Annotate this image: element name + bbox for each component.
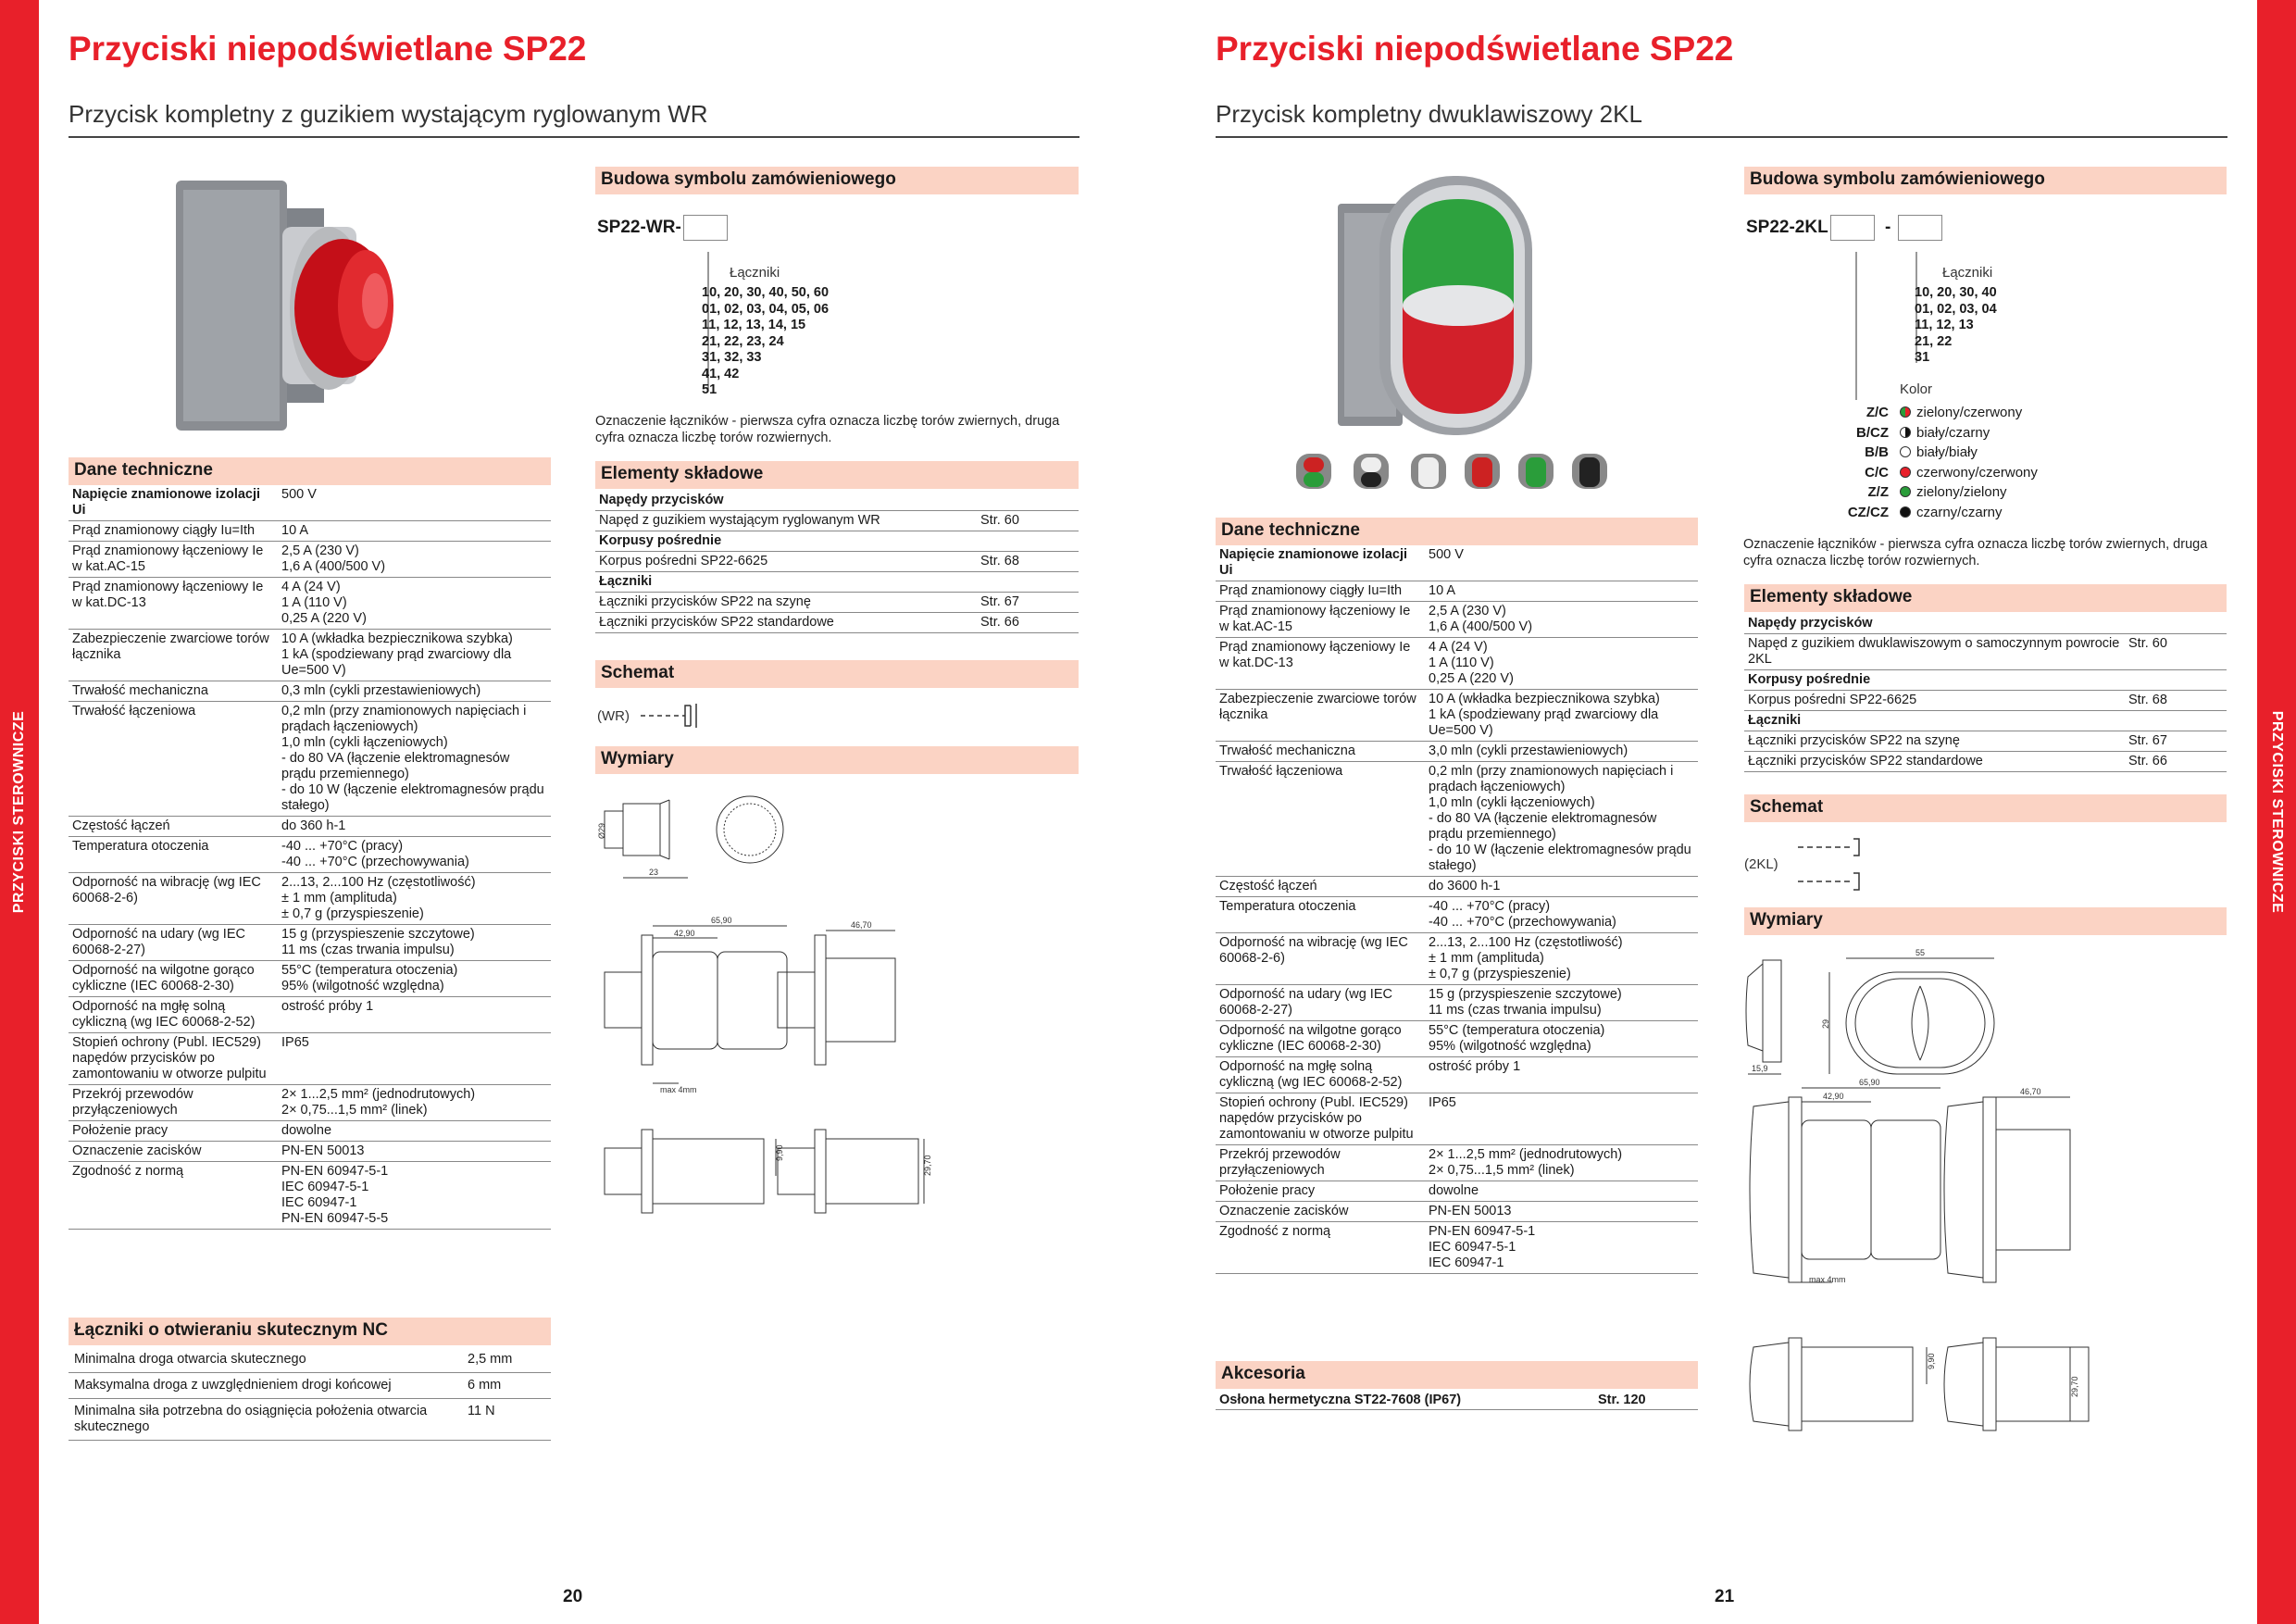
tech-row bbox=[69, 630, 551, 681]
tech-value: IP65 bbox=[1425, 1093, 1698, 1145]
switch-codes bbox=[1915, 285, 1997, 367]
switch-code: 51 bbox=[702, 382, 718, 397]
color-name: biały/czarny bbox=[1916, 424, 1990, 441]
dim-label: Ø29 bbox=[597, 822, 606, 839]
color-option bbox=[1833, 443, 2074, 463]
tech-value: 2...13, 2...100 Hz (częstotliwość) ± 1 mm (amplituda) ± 0,7 g (przyspieszenie) bbox=[278, 873, 551, 925]
page-number: 21 bbox=[1715, 1587, 1735, 1606]
tech-key: Odporność na wilgotne gorąco cykliczne (IEC 60068-2-30) bbox=[69, 961, 278, 997]
color-code: CZ/CZ bbox=[1847, 504, 1889, 520]
color-code: B/B bbox=[1865, 444, 1889, 460]
schemat-heading: Schemat bbox=[595, 660, 1079, 688]
schemat-symbol-2kl bbox=[1796, 833, 1870, 898]
tech-key: Położenie pracy bbox=[1216, 1181, 1425, 1202]
color-name: zielony/zielony bbox=[1916, 484, 2007, 500]
nc-value: 11 N bbox=[462, 1399, 551, 1441]
switch-code: 31 bbox=[1915, 350, 1930, 365]
tech-row bbox=[1216, 1202, 1698, 1222]
tech-key: Prąd znamionowy ciągły Iu=Ith bbox=[1216, 581, 1425, 602]
tech-value: dowolne bbox=[1425, 1181, 1698, 1202]
color-option bbox=[1833, 423, 2074, 443]
order-heading: Budowa symbolu zamówieniowego bbox=[1744, 167, 2227, 194]
color-label: Kolor bbox=[1900, 381, 1933, 397]
tech-value: 0,2 mln (przy znamionowych napięciach i prądach łączeniowych) 1,0 mln (cykli łączeniowych) - do 80 VA (łączenie elektromagnesów prądu przemiennego) - do 10 W (łączenie elektromagnesów prądu stałego) bbox=[1425, 762, 1698, 877]
color-name: zielony/czerwony bbox=[1916, 405, 2023, 420]
tech-key: Napięcie znamionowe izolacji Ui bbox=[69, 485, 278, 521]
tech-row bbox=[69, 578, 551, 630]
tech-key: Częstość łączeń bbox=[69, 817, 278, 837]
color-dot-icon bbox=[1900, 406, 1911, 418]
element-name: Łączniki przycisków SP22 na szynę bbox=[1744, 731, 2125, 752]
tech-row bbox=[1216, 762, 1698, 877]
element-page-link[interactable]: Str. 68 bbox=[977, 552, 1079, 572]
tech-value: 0,2 mln (przy znamionowych napięciach i prądach łączeniowych) 1,0 mln (cykli łączeniowych) - do 80 VA (łączenie elektromagnesów prądu przemiennego) - do 10 W (łączenie elektromagnesów prądu stałego) bbox=[278, 702, 551, 817]
tech-key: Częstość łączeń bbox=[1216, 877, 1425, 897]
color-code: B/CZ bbox=[1856, 424, 1889, 441]
nc-value: 6 mm bbox=[462, 1373, 551, 1399]
schemat-label: (WR) bbox=[597, 708, 630, 724]
tech-key: Zabezpieczenie zwarciowe torów łącznika bbox=[1216, 690, 1425, 742]
tech-value: 500 V bbox=[1425, 545, 1698, 581]
tech-key: Odporność na mgłę solną cykliczną (wg IEC 60068-2-52) bbox=[1216, 1057, 1425, 1093]
tech-value: ostrość próby 1 bbox=[278, 997, 551, 1033]
elements-group: Napędy przycisków bbox=[595, 491, 1079, 511]
tech-key: Odporność na wibrację (wg IEC 60068-2-6) bbox=[1216, 933, 1425, 985]
switch-code: 21, 22, 23, 24 bbox=[702, 333, 784, 349]
tech-value: 4 A (24 V) 1 A (110 V) 0,25 A (220 V) bbox=[1425, 638, 1698, 690]
dim-label: 55 bbox=[1915, 949, 1926, 957]
color-name: czerwony/czerwony bbox=[1916, 464, 2038, 481]
tech-key: Zabezpieczenie zwarciowe torów łącznika bbox=[69, 630, 278, 681]
tech-value: 2× 1...2,5 mm² (jednodrutowych) 2× 0,75...1,5 mm² (linek) bbox=[278, 1085, 551, 1121]
page-subtitle: Przycisk kompletny z guzikiem wystającym ryglowanym WR bbox=[69, 100, 1079, 138]
element-page-link[interactable]: Str. 66 bbox=[977, 613, 1079, 633]
elements-heading: Elementy składowe bbox=[1744, 584, 2227, 612]
tech-row bbox=[1216, 638, 1698, 690]
dim-label: max 4mm bbox=[1809, 1275, 1846, 1284]
tech-row bbox=[1216, 877, 1698, 897]
wymiary-heading: Wymiary bbox=[595, 746, 1079, 774]
tech-value: 2...13, 2...100 Hz (częstotliwość) ± 1 mm (amplituda) ± 0,7 g (przyspieszenie) bbox=[1425, 933, 1698, 985]
switch-code: 01, 02, 03, 04, 05, 06 bbox=[702, 301, 830, 317]
tech-row bbox=[1216, 581, 1698, 602]
tech-row bbox=[1216, 1021, 1698, 1057]
switch-code: 31, 32, 33 bbox=[702, 350, 762, 365]
switch-codes bbox=[702, 285, 829, 399]
nc-key: Minimalna droga otwarcia skutecznego bbox=[69, 1347, 462, 1373]
schemat-symbol-wr bbox=[639, 702, 713, 730]
tech-key: Odporność na udary (wg IEC 60068-2-27) bbox=[1216, 985, 1425, 1021]
tech-row bbox=[69, 997, 551, 1033]
schemat-label: (2KL) bbox=[1744, 856, 1778, 872]
tech-value: 55°C (temperatura otoczenia) 95% (wilgotność względna) bbox=[1425, 1021, 1698, 1057]
tech-value: dowolne bbox=[278, 1121, 551, 1142]
tech-row bbox=[69, 702, 551, 817]
dim-label: 29,70 bbox=[923, 1155, 932, 1176]
elements-group: Łączniki bbox=[1744, 711, 2227, 731]
dim-label: 65,90 bbox=[1859, 1078, 1880, 1087]
tech-key: Trwałość łączeniowa bbox=[1216, 762, 1425, 877]
side-strip bbox=[0, 0, 39, 1624]
element-page-link[interactable]: Str. 66 bbox=[2125, 752, 2227, 772]
color-code: C/C bbox=[1865, 464, 1889, 481]
dimension-drawings-wr bbox=[595, 787, 1081, 1222]
color-code: Z/Z bbox=[1867, 484, 1889, 500]
order-code: SP22-WR- bbox=[597, 215, 728, 241]
tech-row bbox=[1216, 690, 1698, 742]
tech-row bbox=[69, 521, 551, 542]
switch-code: 41, 42 bbox=[702, 366, 740, 381]
tech-value: 0,3 mln (cykli przestawieniowych) bbox=[278, 681, 551, 702]
color-name: biały/biały bbox=[1916, 444, 1978, 460]
tech-key: Prąd znamionowy łączeniowy Ie w kat.AC-15 bbox=[69, 542, 278, 578]
order-code: SP22-2KL - bbox=[1746, 215, 1942, 241]
elements-group: Łączniki bbox=[595, 572, 1079, 593]
element-name: Napęd z guzikiem wystającym ryglowanym WR bbox=[595, 511, 977, 531]
dim-label: 42,90 bbox=[674, 929, 695, 938]
accessory-row bbox=[1216, 1391, 1698, 1410]
tech-key: Prąd znamionowy łączeniowy Ie w kat.DC-13 bbox=[1216, 638, 1425, 690]
tech-row bbox=[69, 1162, 551, 1230]
switch-code: 11, 12, 13, 14, 15 bbox=[702, 318, 806, 332]
element-page-link[interactable]: Str. 67 bbox=[2125, 731, 2227, 752]
tech-key: Przekrój przewodów przyłączeniowych bbox=[69, 1085, 278, 1121]
tech-key: Prąd znamionowy łączeniowy Ie w kat.AC-15 bbox=[1216, 602, 1425, 638]
tech-value: 10 A (wkładka bezpiecznikowa szybka) 1 kA (spodziewany prąd zwarciowy dla Ue=500 V) bbox=[1425, 690, 1698, 742]
schemat-heading: Schemat bbox=[1744, 794, 2227, 822]
nc-value: 2,5 mm bbox=[462, 1347, 551, 1373]
tech-heading: Dane techniczne bbox=[1216, 518, 1698, 545]
order-code-box bbox=[1898, 215, 1942, 241]
order-note: Oznaczenie łączników - pierwsza cyfra oznacza liczbę torów zwiernych, druga cyfra oznacza liczbę torów rozwiernych. bbox=[1743, 537, 2208, 568]
tech-table bbox=[69, 485, 551, 1230]
tech-value: -40 ... +70°C (pracy) -40 ... +70°C (przechowywania) bbox=[278, 837, 551, 873]
element-page-link[interactable]: Str. 67 bbox=[977, 593, 1079, 613]
tech-row bbox=[1216, 1181, 1698, 1202]
dim-label: max 4mm bbox=[660, 1085, 697, 1094]
tech-row bbox=[69, 817, 551, 837]
dim-label: 23 bbox=[649, 868, 659, 877]
tech-key: Odporność na wilgotne gorąco cykliczne (IEC 60068-2-30) bbox=[1216, 1021, 1425, 1057]
tech-value: 55°C (temperatura otoczenia) 95% (wilgotność względna) bbox=[278, 961, 551, 997]
dim-label: 65,90 bbox=[711, 916, 732, 925]
switches-label: Łączniki bbox=[1942, 265, 1993, 281]
tech-row bbox=[1216, 742, 1698, 762]
variant-thumb[interactable] bbox=[1516, 452, 1555, 491]
tech-key: Oznaczenie zacisków bbox=[69, 1142, 278, 1162]
side-label: PRZYCISKI STEROWNICZE bbox=[2269, 710, 2285, 914]
order-note: Oznaczenie łączników - pierwsza cyfra oznacza liczbę torów zwiernych, druga cyfra oznacza liczbę torów rozwiernych. bbox=[595, 414, 1060, 445]
nc-heading: Łączniki o otwieraniu skutecznym NC bbox=[69, 1318, 551, 1345]
variant-thumb[interactable] bbox=[1570, 452, 1609, 491]
side-label: PRZYCISKI STEROWNICZE bbox=[11, 710, 27, 914]
dim-label: 29 bbox=[1821, 1018, 1830, 1029]
tech-value: -40 ... +70°C (pracy) -40 ... +70°C (przechowywania) bbox=[1425, 897, 1698, 933]
side-strip bbox=[2257, 0, 2296, 1624]
color-option bbox=[1833, 503, 2074, 523]
tech-value: 10 A bbox=[1425, 581, 1698, 602]
tech-value: 500 V bbox=[278, 485, 551, 521]
order-code-box bbox=[683, 215, 728, 241]
tech-key: Napięcie znamionowe izolacji Ui bbox=[1216, 545, 1425, 581]
dim-label: 15,9 bbox=[1752, 1064, 1768, 1073]
tech-key: Zgodność z normą bbox=[1216, 1222, 1425, 1274]
page-number: 20 bbox=[563, 1587, 583, 1606]
switch-code: 11, 12, 13 bbox=[1915, 318, 1974, 332]
element-page-link[interactable]: Str. 60 bbox=[2125, 634, 2227, 670]
product-photo-2kl bbox=[1333, 171, 1546, 440]
tech-key: Odporność na udary (wg IEC 60068-2-27) bbox=[69, 925, 278, 961]
tech-value: do 3600 h-1 bbox=[1425, 877, 1698, 897]
color-code: Z/C bbox=[1866, 405, 1889, 420]
element-page-link[interactable]: Str. 68 bbox=[2125, 691, 2227, 711]
tech-row bbox=[1216, 1222, 1698, 1274]
color-dot-icon bbox=[1900, 506, 1911, 518]
tech-key: Położenie pracy bbox=[69, 1121, 278, 1142]
page-subtitle: Przycisk kompletny dwuklawiszowy 2KL bbox=[1216, 100, 2227, 138]
nc-table bbox=[69, 1347, 551, 1441]
tech-value: 10 A bbox=[278, 521, 551, 542]
color-option bbox=[1833, 463, 2074, 483]
tech-row bbox=[69, 837, 551, 873]
tech-row bbox=[1216, 1057, 1698, 1093]
tech-key: Stopień ochrony (Publ. IEC529) napędów przycisków po zamontowaniu w otworze pulpitu bbox=[1216, 1093, 1425, 1145]
color-options bbox=[1833, 403, 2074, 522]
tech-value: 2,5 A (230 V) 1,6 A (400/500 V) bbox=[278, 542, 551, 578]
tech-row bbox=[69, 1033, 551, 1085]
elements-table bbox=[1744, 614, 2227, 772]
tech-row bbox=[69, 925, 551, 961]
color-dot-icon bbox=[1900, 486, 1911, 497]
dim-label: 9,90 bbox=[1927, 1353, 1936, 1369]
variant-thumb[interactable] bbox=[1409, 452, 1448, 491]
page-title: Przyciski niepodświetlane SP22 bbox=[1216, 30, 1734, 68]
order-code-box bbox=[1830, 215, 1875, 241]
dimension-drawings-2kl bbox=[1744, 949, 2230, 1440]
tech-key: Zgodność z normą bbox=[69, 1162, 278, 1230]
color-option bbox=[1833, 403, 2074, 423]
switches-label: Łączniki bbox=[730, 265, 780, 281]
tech-row bbox=[1216, 1145, 1698, 1181]
element-name: Łączniki przycisków SP22 standardowe bbox=[1744, 752, 2125, 772]
tech-value: 3,0 mln (cykli przestawieniowych) bbox=[1425, 742, 1698, 762]
tech-value: PN-EN 60947-5-1 IEC 60947-5-1 IEC 60947-1 bbox=[1425, 1222, 1698, 1274]
tech-row bbox=[1216, 897, 1698, 933]
dim-label: 42,90 bbox=[1823, 1092, 1844, 1101]
nc-key: Minimalna siła potrzebna do osiągnięcia położenia otwarcia skutecznego bbox=[69, 1399, 462, 1441]
variant-thumb[interactable] bbox=[1463, 452, 1502, 491]
accessory-name: Osłona hermetyczna ST22-7608 (IP67) bbox=[1219, 1393, 1462, 1407]
tech-key: Stopień ochrony (Publ. IEC529) napędów przycisków po zamontowaniu w otworze pulpitu bbox=[69, 1033, 278, 1085]
color-option bbox=[1833, 482, 2074, 503]
tech-row bbox=[1216, 602, 1698, 638]
tech-key: Trwałość łączeniowa bbox=[69, 702, 278, 817]
product-photo-wr bbox=[167, 171, 398, 435]
tech-value: do 360 h-1 bbox=[278, 817, 551, 837]
color-dot-icon bbox=[1900, 427, 1911, 438]
element-name: Korpus pośredni SP22-6625 bbox=[595, 552, 977, 572]
accessory-page-link[interactable]: Str. 120 bbox=[1598, 1393, 1646, 1407]
switch-code: 10, 20, 30, 40 bbox=[1915, 285, 1997, 300]
tech-value: ostrość próby 1 bbox=[1425, 1057, 1698, 1093]
switch-code: 21, 22 bbox=[1915, 333, 1953, 349]
tech-row bbox=[69, 1121, 551, 1142]
wymiary-heading: Wymiary bbox=[1744, 907, 2227, 935]
dim-label: 9,90 bbox=[775, 1144, 784, 1161]
variant-thumb[interactable] bbox=[1352, 452, 1391, 491]
tech-key: Temperatura otoczenia bbox=[69, 837, 278, 873]
tech-value: PN-EN 50013 bbox=[1425, 1202, 1698, 1222]
tech-value: 2,5 A (230 V) 1,6 A (400/500 V) bbox=[1425, 602, 1698, 638]
tech-row bbox=[69, 1142, 551, 1162]
tech-value: IP65 bbox=[278, 1033, 551, 1085]
tech-key: Temperatura otoczenia bbox=[1216, 897, 1425, 933]
element-name: Łączniki przycisków SP22 standardowe bbox=[595, 613, 977, 633]
tech-key: Prąd znamionowy łączeniowy Ie w kat.DC-13 bbox=[69, 578, 278, 630]
elements-group: Napędy przycisków bbox=[1744, 614, 2227, 634]
element-name: Łączniki przycisków SP22 na szynę bbox=[595, 593, 977, 613]
tech-key: Trwałość mechaniczna bbox=[69, 681, 278, 702]
tech-key: Prąd znamionowy ciągły Iu=Ith bbox=[69, 521, 278, 542]
tech-key: Odporność na wibrację (wg IEC 60068-2-6) bbox=[69, 873, 278, 925]
order-heading: Budowa symbolu zamówieniowego bbox=[595, 167, 1079, 194]
tech-row bbox=[1216, 985, 1698, 1021]
variant-thumb[interactable] bbox=[1294, 452, 1333, 491]
tech-key: Trwałość mechaniczna bbox=[1216, 742, 1425, 762]
tech-row bbox=[69, 1085, 551, 1121]
tech-row bbox=[69, 542, 551, 578]
dim-label: 46,70 bbox=[851, 920, 872, 930]
tech-value: PN-EN 60947-5-1 IEC 60947-5-1 IEC 60947-1 PN-EN 60947-5-5 bbox=[278, 1162, 551, 1230]
tech-heading: Dane techniczne bbox=[69, 457, 551, 485]
elements-table bbox=[595, 491, 1079, 633]
tech-value: 15 g (przyspieszenie szczytowe) 11 ms (czas trwania impulsu) bbox=[278, 925, 551, 961]
elements-group: Korpusy pośrednie bbox=[595, 531, 1079, 552]
right-page bbox=[1148, 0, 2296, 1624]
tech-row bbox=[69, 873, 551, 925]
color-name: czarny/czarny bbox=[1916, 504, 2003, 520]
akcesoria-heading: Akcesoria bbox=[1216, 1361, 1698, 1389]
color-dot-icon bbox=[1900, 467, 1911, 478]
tech-key: Przekrój przewodów przyłączeniowych bbox=[1216, 1145, 1425, 1181]
nc-key: Maksymalna droga z uwzględnieniem drogi końcowej bbox=[69, 1373, 462, 1399]
tech-value: PN-EN 50013 bbox=[278, 1142, 551, 1162]
switch-code: 01, 02, 03, 04 bbox=[1915, 301, 1997, 317]
element-name: Napęd z guzikiem dwuklawiszowym o samoczynnym powrocie 2KL bbox=[1744, 634, 2125, 670]
element-page-link[interactable]: Str. 60 bbox=[977, 511, 1079, 531]
switch-code: 10, 20, 30, 40, 50, 60 bbox=[702, 285, 830, 300]
tech-value: 4 A (24 V) 1 A (110 V) 0,25 A (220 V) bbox=[278, 578, 551, 630]
tech-key: Oznaczenie zacisków bbox=[1216, 1202, 1425, 1222]
tech-row bbox=[69, 961, 551, 997]
elements-group: Korpusy pośrednie bbox=[1744, 670, 2227, 691]
tech-row bbox=[1216, 545, 1698, 581]
elements-heading: Elementy składowe bbox=[595, 461, 1079, 489]
tech-table bbox=[1216, 545, 1698, 1274]
tech-value: 2× 1...2,5 mm² (jednodrutowych) 2× 0,75...1,5 mm² (linek) bbox=[1425, 1145, 1698, 1181]
tech-row bbox=[1216, 1093, 1698, 1145]
dim-label: 46,70 bbox=[2020, 1087, 2041, 1096]
tech-key: Odporność na mgłę solną cykliczną (wg IEC 60068-2-52) bbox=[69, 997, 278, 1033]
page-title: Przyciski niepodświetlane SP22 bbox=[69, 30, 587, 68]
tech-row bbox=[69, 681, 551, 702]
tech-row bbox=[1216, 933, 1698, 985]
tech-row bbox=[69, 485, 551, 521]
element-name: Korpus pośredni SP22-6625 bbox=[1744, 691, 2125, 711]
color-dot-icon bbox=[1900, 446, 1911, 457]
dim-label: 29,70 bbox=[2070, 1376, 2079, 1397]
tech-value: 10 A (wkładka bezpiecznikowa szybka) 1 kA (spodziewany prąd zwarciowy dla Ue=500 V) bbox=[278, 630, 551, 681]
tech-value: 15 g (przyspieszenie szczytowe) 11 ms (czas trwania impulsu) bbox=[1425, 985, 1698, 1021]
